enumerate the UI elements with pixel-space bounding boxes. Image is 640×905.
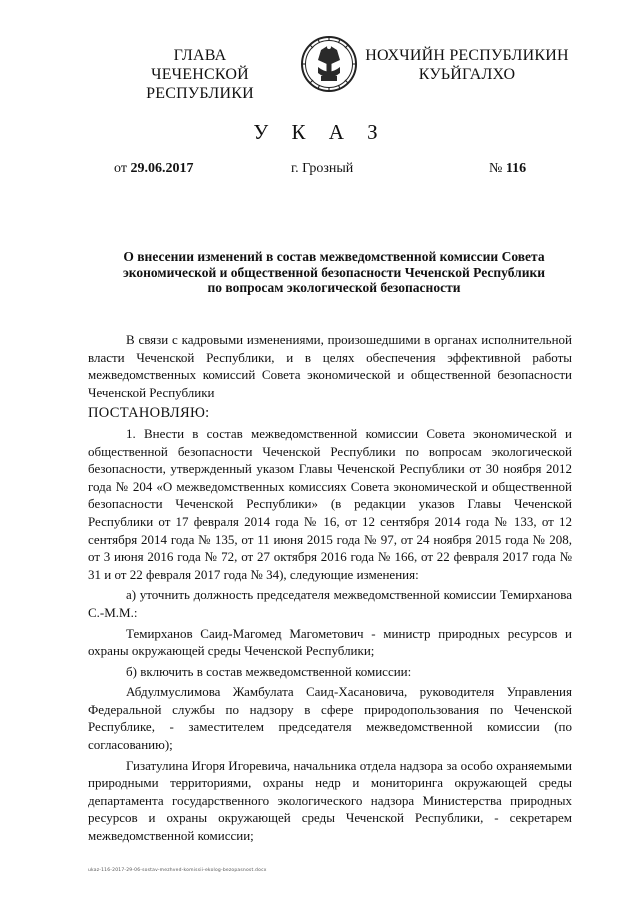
coat-of-arms-emblem-icon [300, 32, 358, 96]
header-left-line2: ЧЕЧЕНСКОЙ РЕСПУБЛИКИ [146, 66, 254, 102]
header-right-line2: КУЬЙГАЛХО [418, 66, 516, 83]
file-path-note: ukaz-116-2017-29-06-sostav-mezhved-komissii-ekolog-bezopasnost.docx [88, 868, 267, 873]
item-b-paragraph: б) включить в состав межведомственной комиссии: [126, 663, 412, 679]
decree-subject [96, 249, 572, 296]
item-a-text: Темирханов Саид-Магомед Магометович - министр природных ресурсов и охраны окружающей среды Чеченской Республики; [88, 625, 572, 659]
item-1-paragraph: 1. Внести в состав межведомственной комиссии Совета экономической и общественной безопасности Чеченской Республики по вопросам экологической безопасности, утвержденный указом Главы Чеченской Республики от 30 ноября 2012 года № 204 «О межведомственных комиссиях Совета экономической и общественной безопасности Чеченской Республики» (в редакции указов Главы Чеченской Республики от 17 февраля 2014 года № 16, от 12 сентября 2014 года № 133, от 12 сентября 2014 года № 135, от 11 июня 2015 года № 97, от 24 ноября 2015 года № 208, от 3 июня 2016 года № 72, от 27 октября 2016 года № 166, от 22 февраля 2017 года № 31 и от 22 февраля 2017 года № 34), следующие изменения: [88, 425, 572, 582]
item-b-text-1: Абдулмуслимова Жамбулата Саид-Хасановича, руководителя Управления Федеральной службы по надзору в сфере природопользования по Чеченской Республике, - заместителем председателя межведомственной комиссии (по согласованию); [88, 684, 572, 753]
subject-line1: О внесении изменений в состав межведомственной комиссии Совета [123, 249, 545, 264]
decree-city: г. Грозный [291, 161, 354, 176]
decree-number [489, 161, 526, 177]
number-prefix: № [489, 161, 506, 176]
header-left [100, 46, 300, 103]
subject-line3: по вопросам экологической безопасности [207, 280, 461, 295]
header-right-line1: НОХЧИЙН РЕСПУБЛИКИН [365, 47, 569, 64]
date-prefix: от [114, 161, 131, 176]
date-value: 29.06.2017 [130, 161, 194, 176]
decree-word: ПОСТАНОВЛЯЮ: [88, 405, 210, 422]
intro-paragraph: В связи с кадровыми изменениями, произошедшими в органах исполнительной власти Чеченской Республики, и в целях обеспечения эффективной работы межведомственных комиссий Совета экономической и общественной безопасности Чеченской Республики [88, 332, 572, 400]
document-title: У К А З [253, 120, 387, 144]
number-value: 116 [505, 161, 527, 176]
subject-line2: экономической и общественной безопасности Чеченской Республики [122, 264, 546, 280]
header-right [364, 46, 570, 84]
decree-body [88, 331, 572, 845]
decree-date [114, 161, 193, 177]
header-left-line1: ГЛАВА [173, 47, 227, 64]
item-b-text-2: Гизатулина Игоря Игоревича, начальника отдела надзора за особо охраняемыми природными территориями, охраны недр и мониторинга окружающей среды департамента государственного экологического надзора Министерства природных ресурсов и охраны окружающей среды Чеченской Республики, - секретарем межведомственной комиссии; [88, 757, 572, 844]
item-a-paragraph: а) уточнить должность председателя межведомственной комиссии Темирханова С.-М.М.: [88, 587, 572, 620]
